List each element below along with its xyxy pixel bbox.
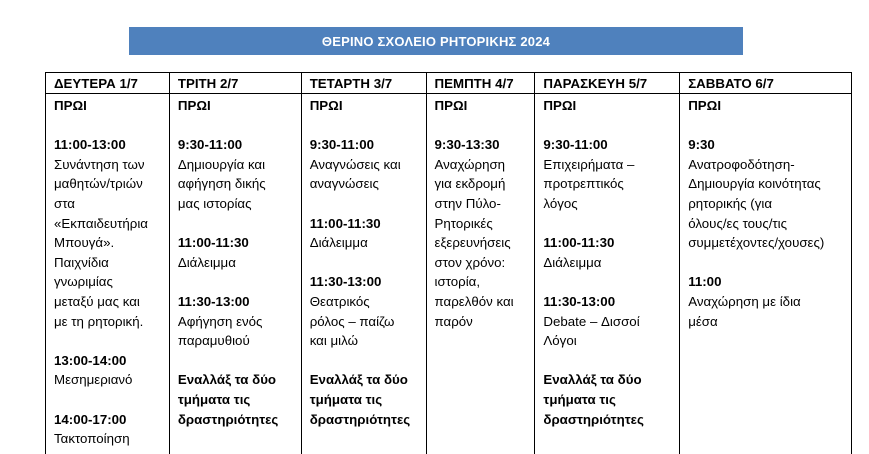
- activity-text: ρόλος – παίζω: [309, 313, 395, 329]
- activity-text: Παιχνίδια: [54, 254, 109, 270]
- day-body: [46, 94, 169, 449]
- activity-text: για εκδρομή: [434, 176, 506, 192]
- schedule-block: [310, 272, 426, 350]
- activity-text: Αφήγηση ενός: [177, 313, 263, 329]
- time-slot: 11:30-13:00: [177, 293, 250, 309]
- note-text: τμήματα τις: [309, 391, 383, 407]
- time-slot: 9:30-13:30: [434, 137, 500, 153]
- activity-text: μαθητών/τριών: [54, 176, 143, 192]
- day-column-friday: [535, 73, 680, 454]
- section-label: ΠΡΩΙ: [688, 98, 722, 113]
- time-slot: 11:00-11:30: [543, 235, 615, 251]
- day-column-thursday: [427, 73, 536, 454]
- note-text: Εναλλάξ τα δύο: [309, 372, 408, 388]
- activity-text: και μιλώ: [309, 333, 358, 349]
- activity-text: εξερευνήσεις: [434, 235, 511, 251]
- activity-text: Διάλειμμα: [543, 254, 602, 270]
- activity-text: στην Πύλο-: [434, 195, 501, 211]
- section-label: ΠΡΩΙ: [543, 98, 577, 113]
- activity-text: Διάλειμμα: [309, 235, 368, 251]
- note-text: Εναλλάξ τα δύο: [543, 372, 642, 388]
- time-slot: 9:30-11:00: [177, 137, 243, 153]
- day-body: [535, 94, 679, 429]
- activity-text: μεταξύ μας και: [54, 293, 140, 309]
- activity-text: Αναγνώσεις και: [309, 156, 401, 172]
- day-header: ΤΕΤΑΡΤΗ 3/7: [302, 73, 426, 94]
- day-body: [427, 94, 535, 331]
- schedule-block: [688, 135, 851, 253]
- time-slot: 11:00-11:30: [309, 215, 381, 231]
- schedule-block: [178, 233, 301, 272]
- activity-text: ρητορικής (για: [688, 195, 773, 211]
- activity-text: λόγος: [543, 195, 578, 211]
- note-text: τμήματα τις: [177, 391, 251, 407]
- time-slot: 11:00: [688, 274, 722, 290]
- schedule-block: [310, 135, 426, 194]
- section-label: ΠΡΩΙ: [434, 98, 468, 113]
- activity-text: Συνάντηση των: [54, 156, 145, 172]
- day-header: ΤΡΙΤΗ 2/7: [170, 73, 301, 94]
- schedule-block: [54, 135, 169, 331]
- time-slot: 14:00-17:00: [54, 411, 127, 427]
- activity-text: αφήγηση δικής: [177, 176, 266, 192]
- activity-text: Μπουγά».: [54, 235, 115, 251]
- note-text: δραστηριότητες: [177, 411, 279, 427]
- note-text: δραστηριότητες: [309, 411, 411, 427]
- schedule-block: [54, 351, 169, 390]
- note-text: τμήματα τις: [543, 391, 616, 407]
- schedule-block: [54, 410, 169, 449]
- activity-text: μας ιστορίας: [177, 195, 252, 211]
- activity-text: γνωριμίας: [54, 274, 113, 290]
- alternation-note: [543, 370, 679, 429]
- activity-text: μέσα: [688, 313, 718, 329]
- day-column-saturday: [680, 73, 852, 454]
- activity-text: ιστορία,: [434, 274, 481, 290]
- activity-text: Επιχειρήματα –: [543, 156, 635, 172]
- section-label: ΠΡΩΙ: [177, 98, 211, 113]
- time-slot: 11:00-13:00: [54, 137, 126, 153]
- activity-text: προτρεπτικός: [543, 176, 624, 192]
- schedule-block: [310, 214, 426, 253]
- schedule-block: [178, 292, 301, 351]
- activity-text: Διάλειμμα: [177, 254, 236, 270]
- alternation-note: [178, 370, 301, 429]
- activity-text: με τη ρητορική.: [54, 313, 144, 329]
- time-slot: 11:30-13:00: [543, 293, 616, 309]
- section-label: ΠΡΩΙ: [309, 98, 343, 113]
- schedule-block: [543, 135, 679, 213]
- schedule-block: [543, 292, 679, 351]
- time-slot: 11:00-11:30: [177, 235, 249, 251]
- day-header: ΠΑΡΑΣΚΕΥΗ 5/7: [535, 73, 679, 94]
- time-slot: 9:30-11:00: [309, 137, 375, 153]
- day-column-wednesday: [302, 73, 427, 454]
- activity-text: Δημιουργία κοινότητας: [688, 176, 821, 192]
- day-column-monday: [46, 73, 170, 454]
- activity-text: «Εκπαιδευτήρια: [54, 215, 148, 231]
- alternation-note: [310, 370, 426, 429]
- time-slot: 9:30-11:00: [543, 137, 608, 153]
- activity-text: Αναχώρηση: [434, 156, 506, 172]
- activity-text: Λόγοι: [543, 333, 577, 349]
- activity-text: Ανατροφοδότηση-: [688, 156, 795, 172]
- day-header: ΔΕΥΤΕΡΑ 1/7: [46, 73, 169, 94]
- activity-text: παραμυθιού: [177, 333, 250, 349]
- day-body: [680, 94, 851, 331]
- activity-text: στον χρόνο:: [434, 254, 506, 270]
- activity-text: Θεατρικός: [309, 293, 370, 309]
- schedule-table: [45, 72, 852, 454]
- activity-text: Ρητορικές: [434, 215, 493, 231]
- activity-text: Τακτοποίηση: [54, 431, 130, 447]
- activity-text: Δημιουργία και: [177, 156, 266, 172]
- day-header: ΣΑΒΒΑΤΟ 6/7: [680, 73, 851, 94]
- activity-text: παρελθόν και: [434, 293, 514, 309]
- activity-text: Αναχώρηση με ίδια: [688, 293, 801, 309]
- day-column-tuesday: [170, 73, 302, 454]
- activity-text: συμμετέχοντες/χουσες): [688, 235, 825, 251]
- activity-text: παρόν: [434, 313, 473, 329]
- schedule-block: [543, 233, 679, 272]
- day-header: ΠΕΜΠΤΗ 4/7: [427, 73, 535, 94]
- activity-text: αναγνώσεις: [309, 176, 379, 192]
- note-text: Εναλλάξ τα δύο: [177, 372, 277, 388]
- activity-text: όλους/ες τους/τις: [688, 215, 788, 231]
- schedule-title: ΘΕΡΙΝΟ ΣΧΟΛΕΙΟ ΡΗΤΟΡΙΚΗΣ 2024: [321, 33, 551, 49]
- day-body: [170, 94, 301, 429]
- activity-text: Debate – Δισσοί: [543, 313, 640, 329]
- note-text: δραστηριότητες: [543, 411, 644, 427]
- schedule-title-banner: [129, 27, 743, 55]
- activity-text: Μεσημεριανό: [54, 372, 133, 388]
- time-slot: 9:30: [688, 137, 715, 153]
- schedule-block: [178, 135, 301, 213]
- day-body: [302, 94, 426, 429]
- section-label: ΠΡΩΙ: [54, 98, 87, 113]
- time-slot: 11:30-13:00: [309, 274, 382, 290]
- time-slot: 13:00-14:00: [54, 352, 127, 368]
- schedule-block: [688, 272, 851, 331]
- schedule-block: [435, 135, 535, 331]
- activity-text: στα: [54, 195, 75, 211]
